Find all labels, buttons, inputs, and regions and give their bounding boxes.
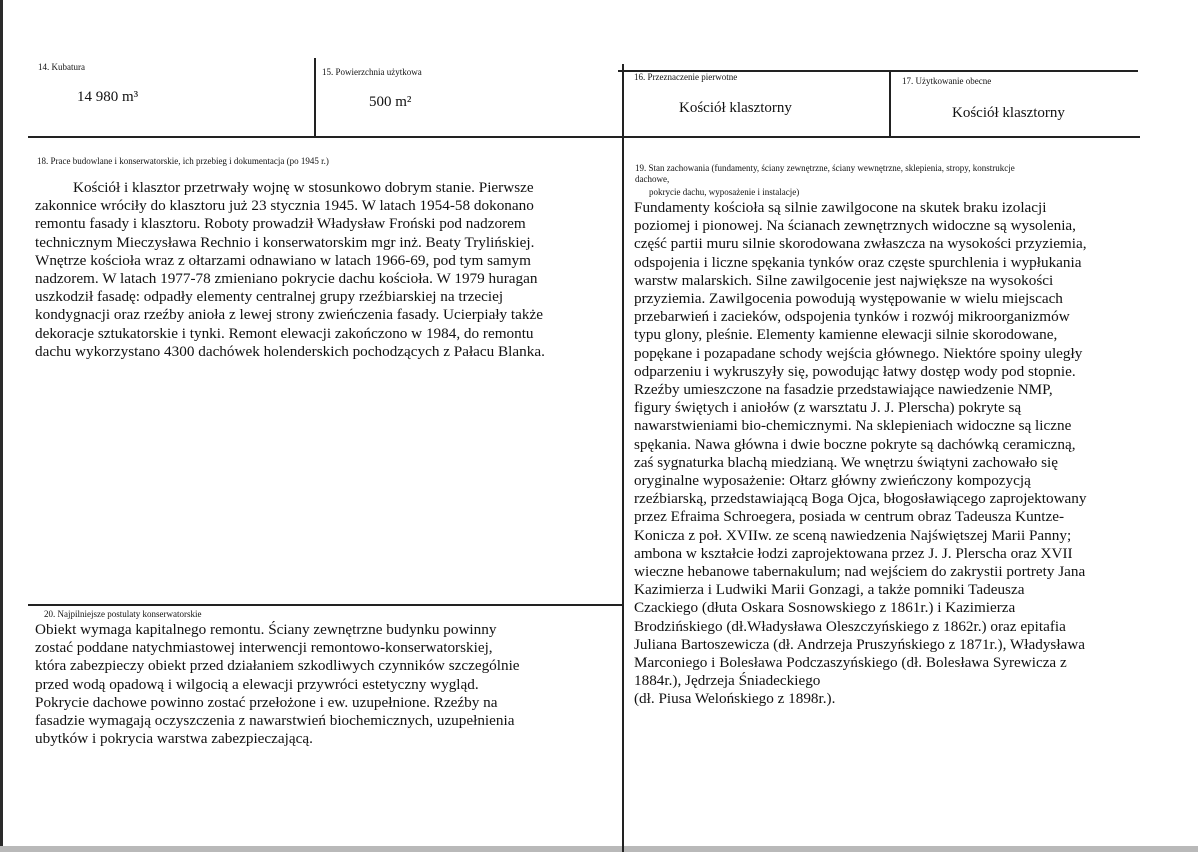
field-16-value: Kościół klasztorny	[679, 100, 792, 116]
text-line: remontu fasady i klasztoru. Roboty prowadził Władysław Froński pod nadzorem	[35, 215, 526, 233]
text-line: warstw malarskich. Silne zawilgocenie jest największe na wysokości	[634, 271, 1054, 289]
field-19-text	[634, 199, 1087, 709]
field-18-text	[35, 179, 545, 361]
text-line: część partii muru silnie skorodowana zwłaszcza na wysokości przyziemia,	[634, 235, 1087, 253]
text-line: przebarwień i zacieków, odspojenia tynków i rozwój mikroorganizmów	[634, 308, 1070, 326]
text-line: 1884r.), Jędrzeja Śniadeckiego	[634, 672, 821, 690]
divider-16-17	[889, 70, 891, 137]
text-line: Obiekt wymaga kapitalnego remontu. Ściany zewnętrzne budynku powinny	[35, 621, 497, 638]
text-line: poziomej i pionowej. Na ścianach zewnętrznych widoczne są wysolenia,	[634, 217, 1076, 235]
field-17-value: Kościół klasztorny	[952, 105, 1065, 121]
field-14-value: 14 980 m³	[77, 89, 139, 105]
text-line: odspojenia i liczne spękania tynków oraz częste spurchlenia i wypłukania	[634, 253, 1082, 271]
text-line: która zabezpieczy obiekt przed działaniem szkodliwych czynników szczególnie	[35, 657, 520, 675]
scan-left-edge	[0, 0, 3, 852]
header-row-bottom-rule	[28, 136, 1140, 138]
text-line: fasadzie wymagają oczyszczenia z nawarstwień biochemicznych, uzupełnienia	[35, 712, 515, 730]
caption-line: 19. Stan zachowania (fundamenty, ściany zewnętrzne, ściany wewnętrzne, sklepienia, stropy, konstrukcje	[635, 163, 1015, 173]
text-line: popękane i pozapadane schody wejścia głównego. Niektóre spoiny uległy	[634, 344, 1083, 362]
text-line: Pokrycie dachowe powinno zostać przełożone i ew. uzupełnione. Rzeźby na	[35, 693, 498, 711]
text-line: dachu wykorzystano 4300 dachówek holenderskich pochodzących z Pałacu Blanka.	[35, 342, 545, 360]
text-line: przez Efraima Schroegera, posiada w centrum obraz Tadeusza Kuntze-	[634, 508, 1065, 526]
field-20-text	[35, 621, 520, 748]
text-line: Kazimierza i Ludwiki Marii Gonzagi, a także pomniki Tadeusza	[634, 581, 1025, 599]
field-20-caption: 20. Najpilniejsze postulaty konserwatorskie	[44, 609, 202, 619]
text-line: oryginalne wyposażenie: Ołtarz główny zwieńczony kompozycją	[634, 472, 1031, 490]
text-line: typu glony, pleśnie. Elementy kamienne elewacji silnie skorodowane,	[634, 326, 1058, 344]
text-line: spękania. Nawa główna i dwie boczne pokryte są dachówką ceramiczną,	[634, 435, 1076, 453]
text-line: zostać poddane natychmiastowej interwencji remontowo-konserwatorskiej,	[35, 639, 493, 657]
field-14-caption: 14. Kubatura	[38, 62, 85, 72]
caption-line: dachowe,	[635, 174, 670, 184]
divider-left-right-column	[622, 64, 624, 852]
text-line: kondygnacji oraz rzeźby anioła z lewej strony zwieńczenia fasady. Ucierpiały także	[35, 306, 543, 324]
text-line: przyziemia. Zawilgocenia powodują występowanie w wielu miejscach	[634, 290, 1063, 308]
field-17-caption: 17. Użytkowanie obecne	[902, 76, 992, 86]
text-line: uszkodził fasadę: odpadły elementy centralnej grupy rzeźbiarskiej na trzeciej	[35, 288, 504, 306]
text-line: Juliana Bartoszewicza (dł. Andrzeja Pruszyńskiego z 1871r.), Władysława	[634, 635, 1085, 653]
text-line: dekoracje sztukatorskie i tynki. Remont elewacji zakończono w 1984, do remontu	[35, 324, 534, 342]
scan-bottom-edge	[0, 846, 1198, 852]
field-16-caption: 16. Przeznaczenie pierwotne	[634, 72, 738, 82]
text-line: ambona w kształcie łodzi zaprojektowana przez J. J. Plerscha oraz XVII	[634, 544, 1073, 562]
text-line: odparzeniu i wykruszyły się, powodując łatwy dostęp wody pod stopnie.	[634, 362, 1076, 380]
text-line: przed wodą opadową i wilgocią a elewacji przywróci estetyczny wygląd.	[35, 675, 479, 693]
text-line: wieczne hebanowe tabernakulum; nad wejściem do zakrystii portrety Jana	[634, 563, 1086, 581]
text-line: (dł. Piusa Welońskiego z 1898r.).	[634, 690, 836, 708]
text-line: zaś sygnaturka blachą miedzianą. We wnętrzu świątyni zachowało się	[634, 453, 1059, 471]
field-19-caption	[635, 163, 1015, 198]
text-line: nadzorem. W latach 1977-78 zmieniano pokrycie dachu kościoła. W 1979 huragan	[35, 270, 538, 288]
text-line: Kościół i klasztor przetrwały wojnę w stosunkowo dobrym stanie. Pierwsze	[73, 179, 534, 196]
field-18-caption: 18. Prace budowlane i konserwatorskie, ich przebieg i dokumentacja (po 1945 r.)	[37, 156, 329, 166]
text-line: zakonnice wróciły do klasztoru już 23 stycznia 1945. W latach 1954-58 dokonano	[35, 197, 534, 215]
caption-line: pokrycie dachu, wyposażenie i instalacje)	[649, 187, 800, 197]
divider-14-15	[314, 58, 316, 137]
field-15-value: 500 m²	[369, 94, 412, 110]
text-line: technicznym Mieczysława Rechnio i konserwatorskim mgr inż. Beaty Trylińskiej.	[35, 233, 535, 251]
text-line: Brodzińskiego (dł.Władysława Oleszczyńskiego z 1862r.) oraz epitafia	[634, 617, 1066, 635]
text-line: Czackiego (dłuta Oskara Sosnowskiego z 1861r.) i Kazimierza	[634, 599, 1016, 617]
text-line: Wnętrze kościoła wraz z ołtarzami odnawiano w latach 1966-69, pod tym samym	[35, 251, 531, 269]
text-line: ubytków i pokrycia warstwa zabezpieczającą.	[35, 730, 313, 748]
text-line: nawarstwieniami bio-chemicznymi. Na sklepieniach widoczne są liczne	[634, 417, 1072, 435]
text-line: Fundamenty kościoła są silnie zawilgocone na skutek braku izolacji	[634, 199, 1047, 216]
text-line: Rzeźby umieszczone na fasadzie przedstawiające nawiedzenie NMP,	[634, 381, 1053, 399]
section-20-top-rule	[28, 604, 623, 606]
text-line: rzeźbiarską, przedstawiającą Boga Ojca, błogosławiącego zaprojektowany	[634, 490, 1087, 508]
field-15-caption: 15. Powierzchnia użytkowa	[322, 67, 422, 77]
text-line: Konicza z poł. XVIIw. ze sceną nawiedzenia Najświętszej Marii Panny;	[634, 526, 1072, 544]
text-line: Marconiego i Bolesława Podczaszyńskiego (dł. Bolesława Syrewicza z	[634, 654, 1067, 672]
text-line: figury świętych i aniołów (z warsztatu J. J. Plerscha) pokryte są	[634, 399, 1022, 417]
